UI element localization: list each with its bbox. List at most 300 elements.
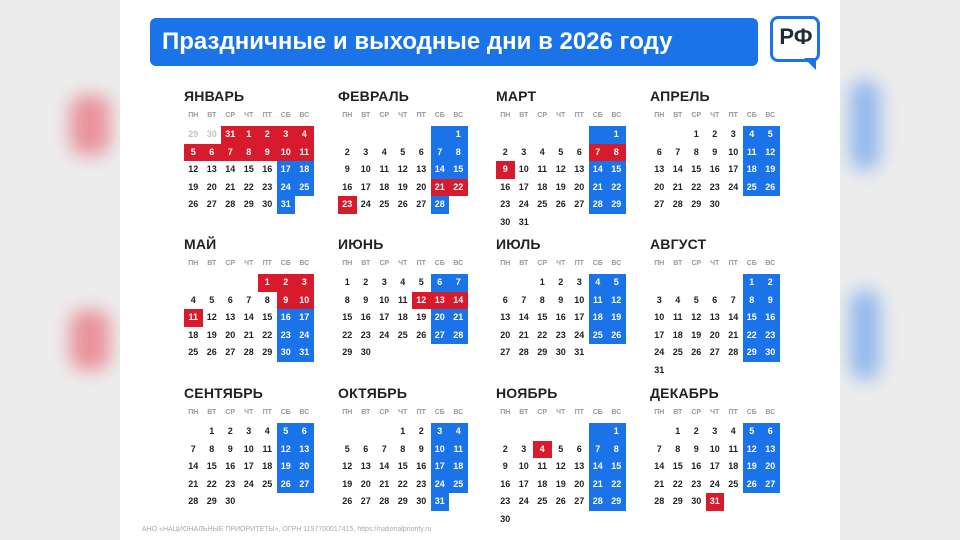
- day-cell: 31: [574, 347, 585, 357]
- holiday-day: 10: [295, 292, 314, 310]
- day-cell: 15: [243, 164, 254, 174]
- weekend-day: 31: [431, 493, 450, 511]
- weekend-day: 28: [449, 327, 468, 345]
- weekday-label: ПТ: [574, 260, 584, 267]
- day-cell: 10: [243, 443, 254, 454]
- days-grid: [650, 126, 790, 214]
- day-cell: 15: [262, 312, 273, 322]
- week-row: [496, 126, 636, 144]
- days-grid: [496, 126, 636, 231]
- day-cell: 9: [712, 146, 718, 157]
- weekday-label: СР: [379, 112, 390, 119]
- month-calendar: [496, 88, 636, 231]
- weekend-day: 8: [607, 441, 626, 459]
- weekend-day: [589, 423, 608, 441]
- day-cell: 13: [360, 461, 371, 471]
- week-row: [184, 493, 324, 511]
- weekday-label: ВТ: [673, 112, 683, 119]
- day-cell: 19: [555, 478, 566, 489]
- day-cell: [552, 511, 571, 529]
- day-cell: [552, 423, 571, 441]
- day-cell: 25: [262, 478, 273, 489]
- day-cell: 13: [574, 461, 585, 471]
- weekday-label: СР: [379, 260, 390, 267]
- day-cell: [570, 126, 589, 144]
- week-row: [184, 327, 324, 345]
- week-row: [650, 344, 790, 362]
- weekend-day: 14: [589, 161, 608, 179]
- background-blur-right-2: [850, 290, 880, 380]
- day-cell: 30: [416, 496, 427, 506]
- weekend-day: 22: [743, 327, 762, 345]
- day-cell: 9: [363, 294, 369, 305]
- weekend-day: 27: [295, 476, 314, 494]
- day-cell: 25: [537, 496, 548, 506]
- weekday-label: ПН: [500, 409, 511, 416]
- day-cell: 24: [654, 347, 665, 357]
- week-row: [338, 144, 478, 162]
- day-cell: 14: [728, 312, 739, 322]
- weekend-day: 18: [295, 161, 314, 179]
- weekday-label: ПТ: [262, 260, 272, 267]
- weekday-label: СР: [379, 409, 390, 416]
- day-cell: 7: [730, 294, 736, 305]
- day-cell: 21: [243, 329, 254, 340]
- week-row: [496, 309, 636, 327]
- weekday-label: ПН: [500, 260, 511, 267]
- week-row: [650, 476, 790, 494]
- day-cell: [743, 493, 762, 511]
- weekend-day: 4: [589, 274, 608, 292]
- day-cell: [449, 344, 468, 362]
- day-cell: 17: [243, 461, 254, 471]
- day-cell: 12: [188, 164, 199, 174]
- day-cell: 13: [709, 312, 720, 322]
- weekend-day: 13: [295, 441, 314, 459]
- weekend-day: 29: [607, 196, 626, 214]
- day-cell: 22: [397, 478, 408, 489]
- day-cell: [570, 423, 589, 441]
- day-cell: [669, 274, 688, 292]
- day-cell: [394, 344, 413, 362]
- day-cell: 10: [379, 294, 390, 305]
- days-grid: [496, 274, 636, 362]
- week-row: [184, 441, 324, 459]
- weekend-day: 26: [607, 327, 626, 345]
- weekday-label: ПТ: [574, 409, 584, 416]
- day-cell: 19: [691, 329, 702, 340]
- weekday-label: ПТ: [728, 409, 738, 416]
- weekday-label: ВС: [765, 260, 776, 267]
- weekend-day: 16: [277, 309, 296, 327]
- day-cell: 26: [416, 329, 427, 340]
- weekend-day: 4: [449, 423, 468, 441]
- day-cell: [496, 126, 515, 144]
- day-cell: 15: [397, 461, 408, 471]
- day-cell: [449, 196, 468, 214]
- week-row: [184, 309, 324, 327]
- day-cell: [533, 126, 552, 144]
- day-cell: 6: [227, 294, 233, 305]
- month-calendar: [496, 236, 636, 362]
- logo-text: РФ: [779, 24, 813, 49]
- weekday-label: ПТ: [416, 260, 426, 267]
- weekday-header: [184, 409, 324, 421]
- weekend-day: 7: [449, 274, 468, 292]
- weekday-label: ПН: [342, 409, 353, 416]
- week-row: [496, 179, 636, 197]
- day-cell: 11: [537, 461, 547, 471]
- month-name: АПРЕЛЬ: [650, 88, 710, 104]
- weekday-label: ВС: [611, 260, 622, 267]
- day-cell: [412, 126, 431, 144]
- weekend-day: 9: [761, 292, 780, 310]
- days-grid: [650, 274, 790, 379]
- background-blur-left-2: [70, 310, 110, 370]
- day-cell: 7: [246, 294, 252, 305]
- day-cell: 3: [576, 277, 582, 287]
- day-cell: 14: [243, 312, 254, 322]
- week-row: [184, 196, 324, 214]
- day-cell: 26: [342, 496, 353, 506]
- day-cell: 8: [675, 443, 681, 454]
- day-cell: 23: [360, 329, 371, 340]
- days-grid: [184, 423, 324, 511]
- day-cell: 13: [206, 164, 217, 174]
- day-cell: [338, 423, 357, 441]
- weekday-label: ЧТ: [556, 409, 566, 416]
- weekday-header: [496, 260, 636, 272]
- weekday-label: ПН: [500, 112, 511, 119]
- day-cell: 18: [537, 478, 548, 489]
- weekday-label: СР: [691, 260, 702, 267]
- day-cell: 21: [518, 329, 529, 340]
- weekend-day: 28: [431, 196, 450, 214]
- week-row: [338, 493, 478, 511]
- day-cell: 8: [693, 146, 699, 157]
- day-cell: 6: [712, 294, 718, 305]
- day-cell: 28: [243, 347, 254, 357]
- other-month-day: 30: [206, 129, 217, 139]
- week-row: [650, 179, 790, 197]
- month-name: НОЯБРЬ: [496, 385, 558, 401]
- week-row: [496, 493, 636, 511]
- holiday-day: 2: [277, 274, 296, 292]
- weekend-day: 13: [761, 441, 780, 459]
- day-cell: 23: [225, 478, 236, 489]
- week-row: [496, 292, 636, 310]
- day-cell: 25: [379, 199, 390, 209]
- weekday-header: [338, 112, 478, 124]
- day-cell: 1: [675, 426, 681, 436]
- weekday-label: СР: [537, 260, 548, 267]
- day-cell: 5: [400, 146, 406, 157]
- day-cell: 7: [521, 294, 527, 305]
- day-cell: 27: [574, 199, 585, 209]
- footer-credit: АНО «НАЦИОНАЛЬНЫЕ ПРИОРИТЕТЫ», ОГРН 1197700017415, https://nationalpriority.ru: [142, 526, 432, 533]
- day-cell: [394, 126, 413, 144]
- weekday-label: ВС: [453, 409, 464, 416]
- week-row: [184, 179, 324, 197]
- weekend-day: 14: [589, 458, 608, 476]
- day-cell: 30: [360, 347, 371, 357]
- weekday-label: СР: [225, 112, 236, 119]
- day-cell: 26: [206, 347, 217, 357]
- weekday-label: ВС: [299, 112, 310, 119]
- week-row: [650, 493, 790, 511]
- day-cell: 9: [558, 294, 564, 305]
- day-cell: 3: [246, 426, 252, 436]
- days-grid: [184, 274, 324, 362]
- day-cell: 28: [225, 199, 236, 209]
- weekday-label: ПН: [654, 112, 665, 119]
- weekday-label: ПН: [188, 409, 199, 416]
- day-cell: [724, 362, 743, 380]
- day-cell: 22: [537, 329, 548, 340]
- holiday-day: 14: [449, 292, 468, 310]
- day-cell: 2: [227, 426, 233, 436]
- weekend-day: 8: [449, 144, 468, 162]
- day-cell: 16: [225, 461, 236, 471]
- day-cell: 19: [188, 181, 199, 192]
- weekend-day: 29: [743, 344, 762, 362]
- weekday-label: СР: [537, 409, 548, 416]
- day-cell: [552, 214, 571, 232]
- weekend-day: 24: [431, 476, 450, 494]
- day-cell: 20: [360, 478, 371, 489]
- day-cell: 18: [728, 461, 739, 471]
- weekday-label: ЧТ: [244, 112, 254, 119]
- day-cell: 14: [225, 164, 236, 174]
- weekend-day: 22: [607, 179, 626, 197]
- day-cell: 1: [400, 426, 406, 436]
- day-cell: [258, 493, 277, 511]
- month-name: ЯНВАРЬ: [184, 88, 245, 104]
- weekend-day: 17: [431, 458, 450, 476]
- day-cell: 29: [397, 496, 408, 506]
- day-cell: [761, 493, 780, 511]
- day-cell: [515, 511, 534, 529]
- weekday-label: СБ: [434, 409, 445, 416]
- holiday-day: 21: [431, 179, 450, 197]
- day-cell: 5: [558, 146, 564, 157]
- day-cell: 31: [654, 364, 665, 375]
- weekday-label: ПТ: [728, 112, 738, 119]
- weekend-day: 11: [449, 441, 468, 459]
- week-row: [496, 511, 636, 529]
- weekend-day: 11: [743, 144, 762, 162]
- day-cell: 29: [342, 347, 353, 357]
- holiday-day: 3: [295, 274, 314, 292]
- weekday-label: ЧТ: [710, 409, 720, 416]
- weekend-day: 8: [743, 292, 762, 310]
- day-cell: 11: [379, 164, 389, 174]
- day-cell: 16: [360, 312, 371, 322]
- day-cell: 13: [500, 312, 511, 322]
- holiday-day: 12: [412, 292, 431, 310]
- day-cell: 27: [574, 496, 585, 506]
- days-grid: [338, 126, 478, 214]
- day-cell: 22: [206, 478, 217, 489]
- day-cell: [724, 196, 743, 214]
- holiday-day: 23: [338, 196, 357, 214]
- weekend-day: 12: [743, 441, 762, 459]
- week-row: [650, 327, 790, 345]
- days-grid: [338, 423, 478, 511]
- weekday-label: ПН: [342, 112, 353, 119]
- day-cell: 16: [500, 478, 511, 489]
- weekday-label: СБ: [434, 260, 445, 267]
- day-cell: 28: [518, 347, 529, 357]
- weekday-label: ВТ: [519, 409, 529, 416]
- weekend-day: 23: [277, 327, 296, 345]
- holiday-day: 31: [221, 126, 240, 144]
- day-cell: 30: [709, 199, 720, 209]
- month-calendar: [650, 385, 790, 511]
- day-cell: 1: [344, 277, 350, 287]
- day-cell: [375, 423, 394, 441]
- day-cell: 20: [225, 329, 236, 340]
- day-cell: 6: [502, 294, 508, 305]
- day-cell: 26: [397, 199, 408, 209]
- day-cell: 2: [418, 426, 424, 436]
- weekday-label: ЧТ: [556, 260, 566, 267]
- month-name: АВГУСТ: [650, 236, 707, 252]
- day-cell: 9: [344, 164, 350, 174]
- week-row: [338, 126, 478, 144]
- day-cell: 12: [342, 461, 353, 471]
- weekday-label: ПТ: [262, 112, 272, 119]
- days-grid: [184, 126, 324, 214]
- weekday-label: ПН: [188, 112, 199, 119]
- day-cell: 27: [654, 199, 665, 209]
- day-cell: [221, 274, 240, 292]
- day-cell: [724, 493, 743, 511]
- day-cell: 3: [381, 277, 387, 287]
- day-cell: 19: [416, 312, 427, 322]
- month-calendar: [338, 385, 478, 511]
- day-cell: 13: [416, 164, 427, 174]
- day-cell: [533, 423, 552, 441]
- day-cell: [589, 214, 608, 232]
- day-cell: [706, 274, 725, 292]
- day-cell: 17: [518, 478, 529, 489]
- day-cell: 18: [537, 181, 548, 192]
- week-row: [496, 274, 636, 292]
- weekday-label: СР: [691, 409, 702, 416]
- month-name: ИЮНЬ: [338, 236, 384, 252]
- day-cell: 12: [691, 312, 702, 322]
- month-calendar: [184, 236, 324, 362]
- day-cell: 21: [379, 478, 390, 489]
- day-cell: 6: [576, 146, 582, 157]
- day-cell: 5: [558, 443, 564, 454]
- day-cell: 1: [693, 129, 699, 139]
- weekday-header: [184, 112, 324, 124]
- week-row: [496, 441, 636, 459]
- week-row: [338, 196, 478, 214]
- day-cell: 25: [397, 329, 408, 340]
- day-cell: 5: [418, 277, 424, 287]
- days-grid: [496, 423, 636, 528]
- weekend-day: 28: [589, 196, 608, 214]
- day-cell: 2: [363, 277, 369, 287]
- day-cell: [687, 274, 706, 292]
- day-cell: 26: [188, 199, 199, 209]
- weekend-day: 1: [449, 126, 468, 144]
- weekend-day: 25: [743, 179, 762, 197]
- day-cell: [552, 126, 571, 144]
- day-cell: [607, 214, 626, 232]
- day-cell: 17: [654, 329, 665, 340]
- day-cell: 15: [342, 312, 353, 322]
- day-cell: 22: [342, 329, 353, 340]
- day-cell: 10: [654, 312, 665, 322]
- month-calendar: [496, 385, 636, 528]
- day-cell: 23: [500, 496, 511, 506]
- day-cell: [706, 362, 725, 380]
- day-cell: 23: [500, 199, 511, 209]
- day-cell: 27: [206, 199, 217, 209]
- weekday-header: [496, 112, 636, 124]
- day-cell: 13: [654, 164, 665, 174]
- weekday-label: ВС: [611, 112, 622, 119]
- month-name: ФЕВРАЛЬ: [338, 88, 410, 104]
- day-cell: 20: [574, 181, 585, 192]
- day-cell: [295, 493, 314, 511]
- day-cell: 23: [262, 181, 273, 192]
- weekend-day: 4: [743, 126, 762, 144]
- day-cell: 28: [672, 199, 683, 209]
- weekday-label: СБ: [746, 260, 757, 267]
- day-cell: 9: [693, 443, 699, 454]
- day-cell: [589, 344, 608, 362]
- day-cell: [533, 214, 552, 232]
- weekend-day: 26: [743, 476, 762, 494]
- holiday-day: 4: [533, 441, 552, 459]
- day-cell: 3: [656, 294, 662, 305]
- day-cell: 8: [539, 294, 545, 305]
- day-cell: [449, 493, 468, 511]
- month-calendar: [184, 88, 324, 214]
- weekday-label: ВС: [611, 409, 622, 416]
- weekday-label: ЧТ: [244, 260, 254, 267]
- weekend-day: 17: [277, 161, 296, 179]
- day-cell: 3: [712, 426, 718, 436]
- day-cell: 29: [691, 199, 702, 209]
- weekday-label: ВТ: [361, 260, 371, 267]
- week-row: [650, 292, 790, 310]
- day-cell: [277, 493, 296, 511]
- weekday-header: [650, 112, 790, 124]
- day-cell: 19: [342, 478, 353, 489]
- holiday-day: 22: [449, 179, 468, 197]
- weekend-day: 23: [761, 327, 780, 345]
- day-cell: 2: [558, 277, 564, 287]
- day-cell: 1: [209, 426, 215, 436]
- holiday-day: 11: [184, 309, 203, 327]
- day-cell: 25: [188, 347, 199, 357]
- day-cell: 7: [190, 443, 196, 454]
- month-calendar: [650, 88, 790, 214]
- day-cell: 5: [344, 443, 350, 454]
- weekend-day: 5: [277, 423, 296, 441]
- weekend-day: 15: [607, 458, 626, 476]
- week-row: [496, 161, 636, 179]
- week-row: [338, 179, 478, 197]
- day-cell: 16: [500, 181, 511, 192]
- day-cell: 4: [675, 294, 681, 305]
